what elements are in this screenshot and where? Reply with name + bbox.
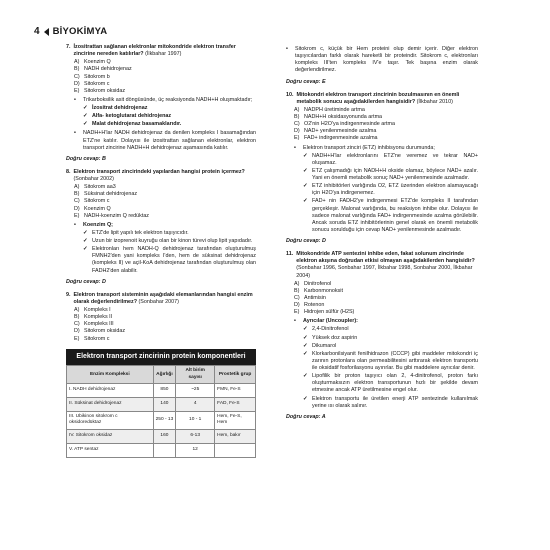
question-10 <box>286 92 478 246</box>
check-icon: ✓ <box>303 198 308 205</box>
option: C) Kompleks III <box>74 321 114 328</box>
page-title: BİYOKİMYA <box>52 26 108 37</box>
question-8 <box>66 169 256 286</box>
option: A) Dinitrofenol <box>294 280 332 287</box>
option: D) Sitokrom c <box>74 80 110 87</box>
table-row: V. ATP sentaz 12 <box>67 443 256 457</box>
option: D) Koenzim Q <box>74 205 111 212</box>
question-number: 11. <box>286 251 294 258</box>
column-header: Ağırlığı <box>153 366 176 384</box>
question-text: Elektron transport zincirindeki yapılardan hangisi protein içermez? <box>73 168 245 175</box>
bullet-icon: • <box>294 318 296 325</box>
option: E) Sitokrom oksidaz <box>74 87 126 94</box>
check-icon: ✓ <box>303 342 308 349</box>
question-9 <box>66 292 256 343</box>
left-column <box>66 44 256 458</box>
check-icon: ✓ <box>83 246 88 253</box>
check-icon: ✓ <box>303 373 308 380</box>
answer: Doğru cevap: E <box>286 78 326 85</box>
check-icon: ✓ <box>303 334 308 341</box>
option: E) Sitokrom c <box>74 335 110 342</box>
table-title: Elektron transport zincirinin protein komponentleri <box>66 349 256 366</box>
check-icon: ✓ <box>83 229 88 236</box>
question-source: (Sonbahar 2007) <box>138 298 179 305</box>
option: D) Sitokrom oksidaz <box>74 328 126 335</box>
answer: Doğru cevap: D <box>66 278 106 285</box>
check-icon: ✓ <box>303 395 308 402</box>
option: C) Sitokrom b <box>74 73 110 80</box>
question-9-explanation: • Sitokrom c, küçük bir Hem proteini olup demir içerir. Diğer elektron taşıyıcılardan farklı olarak hareketli bir proteindir. Sitokrom c, elektronları kompleks III'ten kompleks IV'e taşır. Tek başına enzim olarak değerlendirilmez. Doğru cevap: E <box>286 46 478 85</box>
option: E) FAD+ indirgenmesinde azalma <box>294 135 378 142</box>
bullet-icon: • <box>294 144 296 151</box>
option: A) Koenzim Q <box>74 59 111 66</box>
check-icon: ✓ <box>83 238 88 244</box>
options-list <box>74 307 256 343</box>
answer: Doğru cevap: A <box>286 413 326 420</box>
question-text: Mitokondride ATP sentezini inhibe eden, fakat solunum zincirinde elektron akışına doğrudan etkisi olmayan aşağıdakilerden hangisidir? <box>296 251 475 265</box>
option: A) NADPH üretiminde artma <box>294 106 365 113</box>
check-icon: ✓ <box>303 350 308 357</box>
option: B) Kompleks II <box>74 314 113 321</box>
bullet-icon: • <box>286 46 288 52</box>
check-icon: ✓ <box>303 152 308 159</box>
options-list <box>74 59 256 95</box>
question-source: (Sonbahar 1996, Sonbahar 1997, İlkbahar 1998, Sonbahar 2000, İlkbahar 2004) <box>296 265 473 279</box>
check-icon: ✓ <box>303 183 308 190</box>
explanation: • Trikarboksilik asit döngüsünde, üç reaksiyonda NADH+H oluşmaktadır; ✓ İzositrat dehidrojenaz ✓ Alfa- ketoglutarat dehidrojenaz ✓ Malat dehidrojenaz basamaklarıdır. • NADH+H'lar NADH dehidrojenaz da denilen kompleks I basamağından ETZ'ne katılır. Dolayısı ile izositrattan sağlanan elektronlar, elektron transport zincirine NADH+H dehidrojenaz aşamasında katılır. <box>74 96 256 151</box>
explanation: • Ayrıcılar (Uncoupler): ✓ 2,4-Dinitrofenol ✓ Yüksek doz aspirin ✓ Dikumarol ✓ Klorkarbonilsiyanit fenilhidrazon (CCCP) gibi maddeler mitokondri iç zarının protonlara olan permeabilitesini arttırarak elektron transportu ile oksidatif fosforilasyonu ayırırlar. Bu gibi maddelere ayrıcılar denir. ✓ Lipofilik bir proton taşıyıcı olan 2, 4-dinitrofenol, proton farkı oluşturmaksızın elektron transportunun hızlı bir şekilde devam etmesine ancak ATP üretilmesine engel olur. ✓ Elektron transportu ile üretilen enerji ATP sentezinde kullanılmak yerine ısı olarak salınır. <box>294 318 478 409</box>
answer: Doğru cevap: B <box>66 155 106 162</box>
option: C) O2'nin H2O'ya indirgenmesinde artma <box>294 121 396 128</box>
page-number: 4 <box>34 26 40 37</box>
column-header: Enzim Kompleksi <box>67 366 154 384</box>
question-number: 9. <box>66 291 71 298</box>
table-row: I. NADH dehidrojenaz 850 ~25 FMN, Fe-S <box>67 384 256 398</box>
column-header: Alt birim sayısı <box>176 366 215 384</box>
option: C) Sitokrom c <box>74 198 110 205</box>
column-header: Prostetik grup <box>215 366 256 384</box>
check-icon: ✓ <box>303 326 308 333</box>
option: B) NADH dehidrojenaz <box>74 66 132 73</box>
options-list <box>74 184 256 220</box>
check-icon: ✓ <box>83 105 88 111</box>
options-list <box>294 281 478 317</box>
question-11 <box>286 251 478 421</box>
question-source: (İlkbahar 2010) <box>416 98 453 105</box>
bullet-icon: • <box>74 96 76 103</box>
right-column <box>286 44 478 427</box>
option: A) Sitokrom aa3 <box>74 184 116 191</box>
table-header-row <box>67 366 256 384</box>
option: A) Kompleks I <box>74 307 111 313</box>
question-text: Mitokondri elektron transport zincirinin bozulmasının en önemli metabolik sonucu aşağıdakilerden hangisidir? <box>296 91 460 105</box>
option: E) NADH-koenzim Q redüktaz <box>74 212 150 219</box>
bullet-icon: • <box>74 221 76 228</box>
table-row: II. Süksinat dehidrojenaz 140 4 FAD, Fe-S <box>67 398 256 412</box>
explanation: • Koenzim Q; ✓ ETZ'de lipit yapılı tek elektron taşıyıcıdır. ✓ Uzun bir izoprenoit kuyruğu olan bir kinon türevi olup lipit yapıdadır. ✓ Elektronları hem NADH-Q dehidrojenaz tarafından oluşturulmuş FMNH2'den yani kompleks I'den, hem de süksinat dehidrojenaz (kompleks II) ve açil-KoA dehidrojenaz tarafından oluşturulmuş olan FADH2'den alabilir. <box>74 221 256 274</box>
check-icon: ✓ <box>83 121 88 128</box>
option: D) NAD+ yenilenmesinde azalma <box>294 128 377 135</box>
check-icon: ✓ <box>303 167 308 174</box>
question-source: (İlkbahar 1997) <box>145 51 182 58</box>
option: D) Rotenon <box>294 302 325 308</box>
question-source: (Sonbahar 2002) <box>73 176 114 182</box>
option: C) Antimisin <box>294 294 326 301</box>
page-header <box>34 26 107 37</box>
protein-components-table <box>66 349 256 458</box>
option: B) Karbonmonoksit <box>294 287 343 294</box>
question-text: İzositrattan sağlanan elektronlar mitokondride elektron transfer zincirine nereden katılırlar? <box>73 44 236 58</box>
answer: Doğru cevap: D <box>286 238 326 244</box>
option: B) Süksinat dehidrojenaz <box>74 191 138 198</box>
explanation: • Elektron transport zinciri (ETZ) inhibisyonu durumunda; ✓ NADH+H'lar elektronlarını ETZ'ne veremez ve tekrar NAD+ oluşamaz. ✓ ETZ çalışmadığı için NADH+H okside olamaz, böylece NAD+ azalır. Yani en önemli metabolik sonuç NAD+ yenilenmesinde azalmadır. ✓ ETZ inhibitörleri varlığında O2, ETZ üzerinden elektron alamayacağı için H2O'ya indirgenemez. ✓ FAD+ nin FADH2'ye indirgenmesi ETZ'de kompleks II tarafından gerçekleşir. Malonat varlığında, bu reaksiyon inhibe olur. Dolayısı ile sadece malonat varlığında FAD+ indirgenmesinde azalma görülebilir. Ancak soruda ETZ inhibitörlerinin genel olarak en önemli metabolik sonucu sorulduğu için cevap NAD+ yenilenmesinde azalmadır. <box>294 144 478 233</box>
option: B) NADH+H oksidasyonunda artma <box>294 114 383 120</box>
check-icon: ✓ <box>83 113 88 120</box>
options-list <box>294 107 478 143</box>
question-number: 7. <box>66 44 71 50</box>
question-number: 10. <box>286 91 294 98</box>
question-number: 8. <box>66 168 71 175</box>
question-7 <box>66 44 256 163</box>
question-text: Elektron transport sisteminin aşağıdaki elemanlarından hangisi enzim olarak değerlendirilmez? <box>73 291 253 305</box>
table-row: IV. Sitokrom oksidaz 160 6-13 Hem, bakır <box>67 429 256 443</box>
left-arrow-icon <box>44 28 49 36</box>
table-row: III. Ubikinon sitokrom c oksidoredüktaz 250 - 13 10 - 1 Hem, Fe-S, Hem <box>67 412 256 430</box>
option: E) Hidrojen sülfür (H2S) <box>294 309 355 316</box>
bullet-icon: • <box>74 130 76 137</box>
